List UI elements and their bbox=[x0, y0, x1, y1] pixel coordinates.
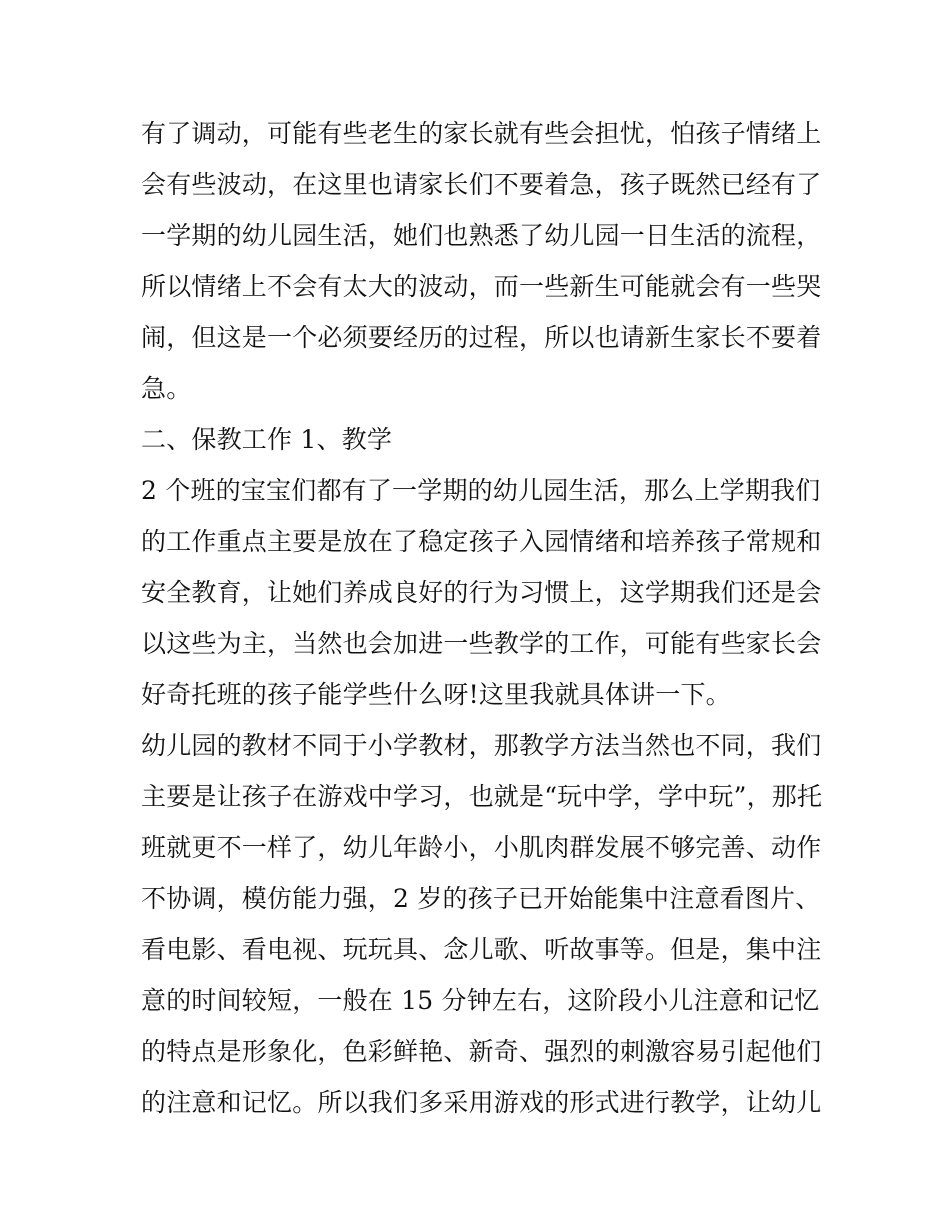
text-line: 一学期的幼儿园生活，她们也熟悉了幼儿园一日生活的流程， bbox=[141, 221, 822, 250]
text-line: 会有些波动，在这里也请家长们不要着急，孩子既然已经有了 bbox=[141, 170, 822, 199]
text-line: 好奇托班的孩子能学些什么呀!这里我就具体讲一下。 bbox=[141, 680, 731, 709]
section-heading: 二、保教工作 1、教学 bbox=[141, 425, 393, 454]
text-line: 急。 bbox=[141, 374, 192, 403]
text-line: 班就更不一样了，幼儿年龄小，小肌肉群发展不够完善、动作 bbox=[141, 833, 822, 862]
text-line: 2 个班的宝宝们都有了一学期的幼儿园生活，那么上学期我们 bbox=[141, 476, 821, 505]
text-line: 有了调动，可能有些老生的家长就有些会担忧，怕孩子情绪上 bbox=[141, 119, 822, 148]
text-line: 的工作重点主要是放在了稳定孩子入园情绪和培养孩子常规和 bbox=[141, 527, 822, 556]
text-line: 主要是让孩子在游戏中学习，也就是“玩中学，学中玩”，那托 bbox=[141, 782, 823, 811]
text-line: 的特点是形象化，色彩鲜艳、新奇、强烈的刺激容易引起他们 bbox=[141, 1037, 822, 1066]
body-text bbox=[141, 108, 823, 1128]
text-line: 意的时间较短，一般在 15 分钟左右，这阶段小儿注意和记忆 bbox=[141, 986, 820, 1015]
text-line: 幼儿园的教材不同于小学教材，那教学方法当然也不同，我们 bbox=[141, 731, 822, 760]
text-line: 所以情绪上不会有太大的波动，而一些新生可能就会有一些哭 bbox=[141, 272, 822, 301]
text-line: 以这些为主，当然也会加进一些教学的工作，可能有些家长会 bbox=[141, 629, 822, 658]
text-line: 的注意和记忆。所以我们多采用游戏的形式进行教学，让幼儿 bbox=[141, 1088, 822, 1117]
text-line: 闹，但这是一个必须要经历的过程，所以也请新生家长不要着 bbox=[141, 323, 822, 352]
text-line: 安全教育，让她们养成良好的行为习惯上，这学期我们还是会 bbox=[141, 578, 822, 607]
text-line: 不协调，模仿能力强，2 岁的孩子已开始能集中注意看图片、 bbox=[141, 884, 821, 913]
text-line: 看电影、看电视、玩玩具、念儿歌、听故事等。但是，集中注 bbox=[141, 935, 822, 964]
